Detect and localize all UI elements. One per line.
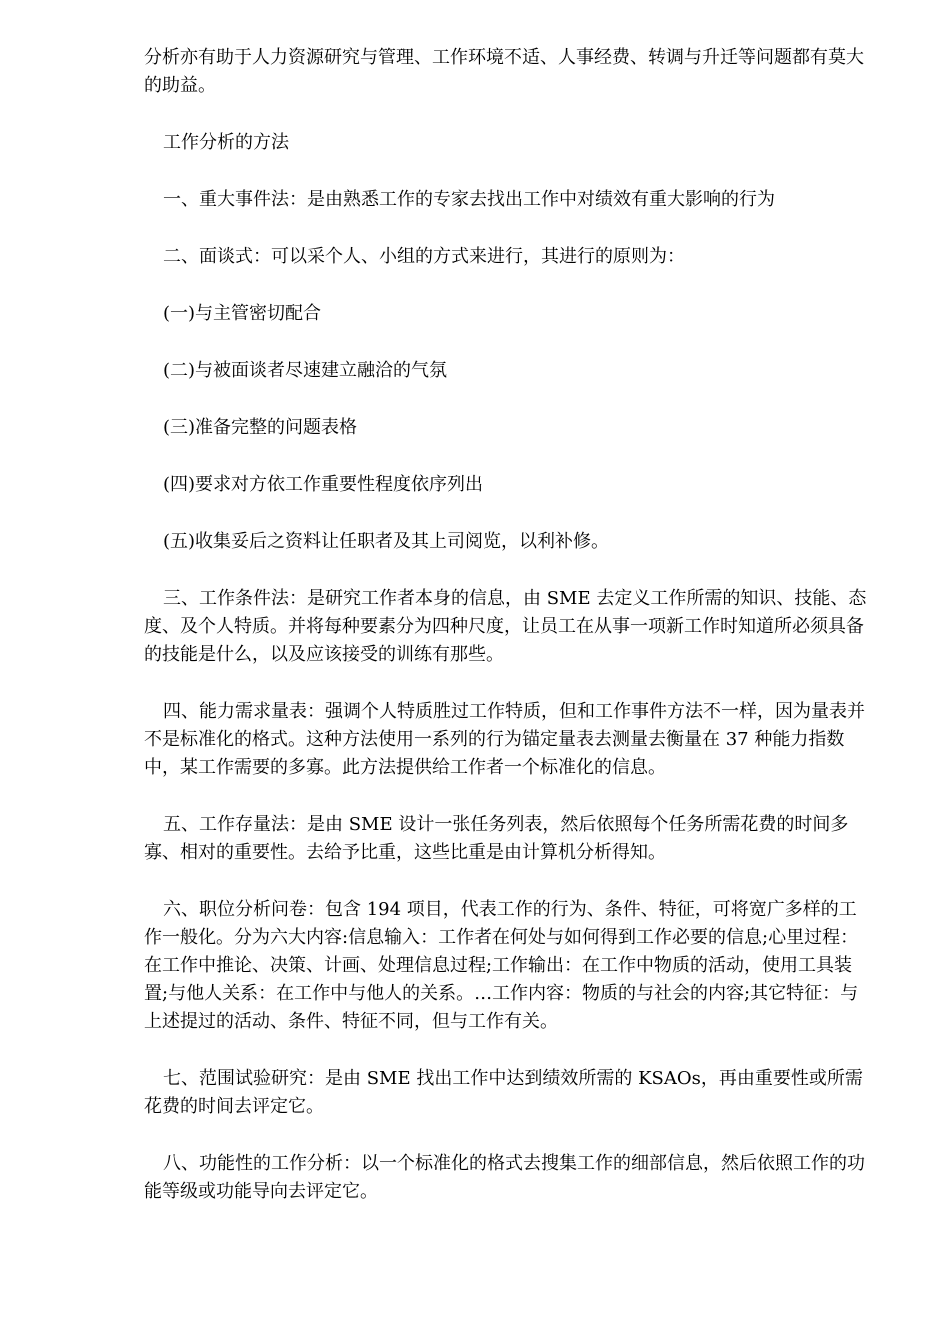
paragraph-method-6: 六、职位分析问卷：包含 194 项目，代表工作的行为、条件、特征，可将宽广多样的工作一般化。分为六大内容:信息输入：工作者在何处与如何得到工作必要的信息;心里过程：在工作中推论、决策、计画、处理信息过程;工作输出：在工作中物质的活动，使用工具装置;与他人关系：在工作中与他人的关系。…工作内容：物质的与社会的内容;其它特征：与上述提过的活动、条件、特征不同，但与工作有关。 [144,899,859,1032]
paragraph-principle-3: (三)准备完整的问题表格 [163,417,358,438]
paragraph-principle-5: (五)收集妥后之资料让任职者及其上司阅览，以利补修。 [163,531,610,552]
paragraph-principle-4: (四)要求对方依工作重要性程度依序列出 [163,474,484,495]
paragraph-principle-1: (一)与主管密切配合 [163,303,322,324]
paragraph-method-1: 一、重大事件法：是由熟悉工作的专家去找出工作中对绩效有重大影响的行为 [163,189,775,210]
section-heading-methods: 工作分析的方法 [163,132,289,153]
paragraph-method-8: 八、功能性的工作分析：以一个标准化的格式去搜集工作的细部信息，然后依照工作的功能等级或功能导向去评定它。 [144,1153,865,1202]
paragraph-intro-continuation: 分析亦有助于人力资源研究与管理、工作环境不适、人事经费、转调与升迁等问题都有莫大的助益。 [144,47,864,96]
paragraph-method-5: 五、工作存量法：是由 SME 设计一张任务列表，然后依照每个任务所需花费的时间多寡、相对的重要性。去给予比重，这些比重是由计算机分析得知。 [144,814,849,863]
paragraph-method-2: 二、面谈式：可以采个人、小组的方式来进行，其进行的原则为： [163,246,685,267]
paragraph-method-7: 七、范围试验研究：是由 SME 找出工作中达到绩效所需的 KSAOs，再由重要性或所需花费的时间去评定它。 [144,1068,863,1117]
paragraph-method-3: 三、工作条件法：是研究工作者本身的信息，由 SME 去定义工作所需的知识、技能、态度、及个人特质。并将每种要素分为四种尺度，让员工在从事一项新工作时知道所必须具备的技能是什么，以及应该接受的训练有那些。 [144,588,867,665]
paragraph-principle-2: (二)与被面谈者尽速建立融洽的气氛 [163,360,448,381]
document-page [144,44,874,1235]
paragraph-method-4: 四、能力需求量表：强调个人特质胜过工作特质，但和工作事件方法不一样，因为量表并不是标准化的格式。这种方法使用一系列的行为锚定量表去测量去衡量在 37 种能力指数中，某工作需要的多寡。此方法提供给工作者一个标准化的信息。 [144,701,865,778]
